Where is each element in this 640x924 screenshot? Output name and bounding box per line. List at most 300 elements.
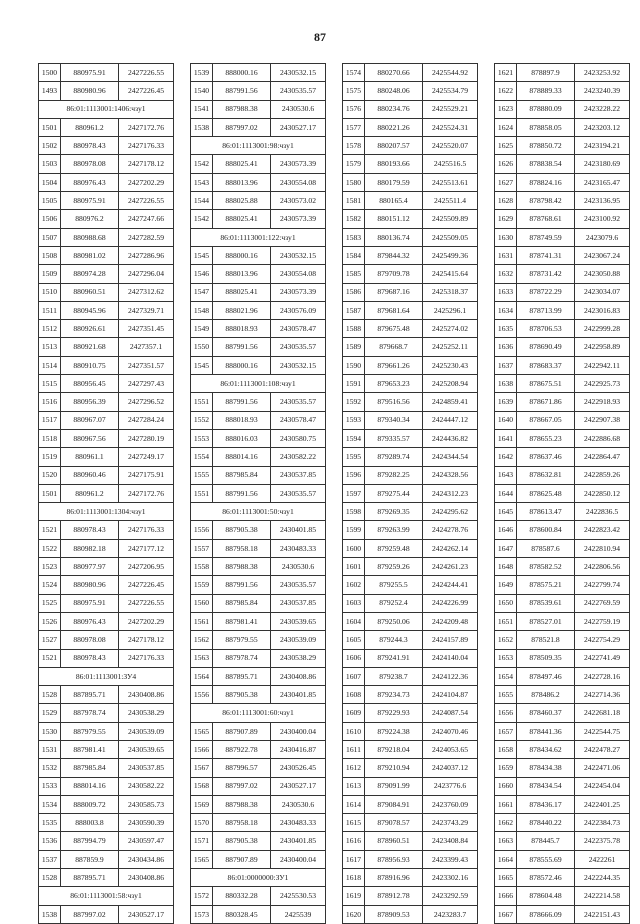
x-coordinate: 887905.38: [213, 686, 271, 704]
x-coordinate: 887979.55: [213, 631, 271, 649]
x-coordinate: 887922.78: [213, 740, 271, 758]
point-number: 1634: [495, 301, 517, 319]
table-row: [39, 740, 174, 758]
y-coordinate: 2427296.04: [119, 265, 174, 283]
x-coordinate: 887991.56: [213, 393, 271, 411]
y-coordinate: 2424436.82: [423, 429, 478, 447]
y-coordinate: 2422244.35: [575, 869, 630, 887]
x-coordinate: 879084.91: [365, 795, 423, 813]
y-coordinate: 2430597.47: [119, 832, 174, 850]
x-coordinate: 887988.38: [213, 100, 271, 118]
y-coordinate: 2430537.85: [271, 594, 326, 612]
y-coordinate: 2424278.76: [423, 521, 478, 539]
y-coordinate: 2430400.04: [271, 722, 326, 740]
point-number: 1536: [39, 832, 61, 850]
y-coordinate: 2430539.09: [119, 722, 174, 740]
x-coordinate: 887991.56: [213, 576, 271, 594]
point-number: 1591: [343, 375, 365, 393]
point-number: 1515: [39, 375, 61, 393]
table-row: [343, 887, 478, 905]
table-row: [39, 905, 174, 923]
coordinates-table-1: [38, 63, 174, 924]
x-coordinate: 887997.02: [213, 118, 271, 136]
parcel-header-row: [191, 704, 326, 722]
point-number: 1639: [495, 393, 517, 411]
x-coordinate: 880136.74: [365, 228, 423, 246]
y-coordinate: 2423165.47: [575, 173, 630, 191]
table-row: [343, 667, 478, 685]
point-number: 1580: [343, 173, 365, 191]
x-coordinate: 887988.38: [213, 795, 271, 813]
x-coordinate: 879289.74: [365, 448, 423, 466]
y-coordinate: 2430408.86: [271, 667, 326, 685]
table-row: [39, 686, 174, 704]
point-number: 1521: [39, 649, 61, 667]
y-coordinate: 2422958.89: [575, 338, 630, 356]
y-coordinate: 2425509.89: [423, 210, 478, 228]
point-number: 1583: [343, 228, 365, 246]
table-row: [495, 64, 630, 82]
parcel-cadastral-number: 86:01:1113001:108:чзу1: [191, 375, 326, 393]
table-row: [343, 466, 478, 484]
table-row: [191, 740, 326, 758]
x-coordinate: 888003.8: [61, 814, 119, 832]
y-coordinate: 2425230.43: [423, 356, 478, 374]
parcel-cadastral-number: 86:01:1113001:1406:чзу1: [39, 100, 174, 118]
table-row: [495, 265, 630, 283]
x-coordinate: 887988.38: [213, 558, 271, 576]
y-coordinate: 2424244.41: [423, 576, 478, 594]
parcel-header-row: [39, 887, 174, 905]
table-row: [343, 814, 478, 832]
table-row: [343, 539, 478, 557]
table-row: [495, 795, 630, 813]
point-number: 1625: [495, 137, 517, 155]
point-number: 1551: [191, 484, 213, 502]
table-row: [343, 576, 478, 594]
point-number: 1586: [343, 283, 365, 301]
x-coordinate: 878858.05: [517, 118, 575, 136]
x-coordinate: 878460.37: [517, 704, 575, 722]
table-row: [39, 576, 174, 594]
point-number: 1647: [495, 539, 517, 557]
parcel-cadastral-number: 86:01:1113001:58:чзу1: [39, 887, 174, 905]
y-coordinate: 2425524.31: [423, 118, 478, 136]
table-row: [343, 82, 478, 100]
table-row: [191, 155, 326, 173]
x-coordinate: 888025.41: [213, 283, 271, 301]
parcel-cadastral-number: 86:01:0000000:ЗУ1: [191, 869, 326, 887]
table-row: [343, 484, 478, 502]
table-row: [191, 301, 326, 319]
point-number: 1574: [343, 64, 365, 82]
x-coordinate: 878587.6: [517, 539, 575, 557]
point-number: 1565: [191, 722, 213, 740]
point-number: 1588: [343, 320, 365, 338]
point-number: 1663: [495, 832, 517, 850]
x-coordinate: 879259.48: [365, 539, 423, 557]
x-coordinate: 880978.08: [61, 631, 119, 649]
table-row: [39, 155, 174, 173]
x-coordinate: 887991.56: [213, 484, 271, 502]
x-coordinate: 880207.57: [365, 137, 423, 155]
x-coordinate: 880978.43: [61, 521, 119, 539]
point-number: 1645: [495, 503, 517, 521]
table-row: [343, 210, 478, 228]
point-number: 1637: [495, 356, 517, 374]
x-coordinate: 879238.7: [365, 667, 423, 685]
table-row: [191, 265, 326, 283]
point-number: 1551: [191, 393, 213, 411]
point-number: 1504: [39, 173, 61, 191]
point-number: 1609: [343, 704, 365, 722]
point-number: 1642: [495, 448, 517, 466]
x-coordinate: 888025.41: [213, 155, 271, 173]
x-coordinate: 880926.61: [61, 320, 119, 338]
x-coordinate: 880975.91: [61, 594, 119, 612]
point-number: 1593: [343, 411, 365, 429]
point-number: 1643: [495, 466, 517, 484]
point-number: 1621: [495, 64, 517, 82]
table-row: [495, 686, 630, 704]
point-number: 1646: [495, 521, 517, 539]
point-number: 1638: [495, 375, 517, 393]
point-number: 1567: [191, 759, 213, 777]
point-number: 1533: [39, 777, 61, 795]
y-coordinate: 2430530.6: [271, 795, 326, 813]
point-number: 1602: [343, 576, 365, 594]
x-coordinate: 878575.21: [517, 576, 575, 594]
point-number: 1565: [191, 850, 213, 868]
y-coordinate: 2427249.17: [119, 448, 174, 466]
point-number: 1531: [39, 740, 61, 758]
y-coordinate: 2430576.09: [271, 301, 326, 319]
table-row: [39, 283, 174, 301]
point-number: 1573: [191, 905, 213, 923]
x-coordinate: 887985.84: [61, 759, 119, 777]
y-coordinate: 2427172.76: [119, 118, 174, 136]
x-coordinate: 887978.74: [213, 649, 271, 667]
x-coordinate: 878539.61: [517, 594, 575, 612]
y-coordinate: 2430527.17: [119, 905, 174, 923]
table-row: [343, 649, 478, 667]
table-row: [495, 429, 630, 447]
point-number: 1576: [343, 100, 365, 118]
point-number: 1648: [495, 558, 517, 576]
x-coordinate: 888000.16: [213, 246, 271, 264]
point-number: 1624: [495, 118, 517, 136]
x-coordinate: 888021.96: [213, 301, 271, 319]
x-coordinate: 880967.07: [61, 411, 119, 429]
y-coordinate: 2423302.16: [423, 869, 478, 887]
table-row: [191, 887, 326, 905]
point-number: 1629: [495, 210, 517, 228]
table-row: [343, 777, 478, 795]
y-coordinate: 2427351.45: [119, 320, 174, 338]
table-row: [343, 118, 478, 136]
point-number: 1598: [343, 503, 365, 521]
table-row: [343, 356, 478, 374]
x-coordinate: 887895.71: [61, 869, 119, 887]
table-row: [343, 612, 478, 630]
y-coordinate: 2425539: [271, 905, 326, 923]
table-row: [191, 100, 326, 118]
point-number: 1548: [191, 301, 213, 319]
point-number: 1510: [39, 283, 61, 301]
y-coordinate: 2430401.85: [271, 832, 326, 850]
x-coordinate: 879259.26: [365, 558, 423, 576]
x-coordinate: 888000.16: [213, 356, 271, 374]
y-coordinate: 2422769.59: [575, 594, 630, 612]
table-row: [495, 466, 630, 484]
y-coordinate: 2422681.18: [575, 704, 630, 722]
table-row: [343, 393, 478, 411]
table-row: [39, 869, 174, 887]
table-row: [191, 118, 326, 136]
table-row: [495, 246, 630, 264]
table-row: [495, 869, 630, 887]
table-row: [343, 759, 478, 777]
point-number: 1556: [191, 521, 213, 539]
y-coordinate: 2430408.86: [119, 686, 174, 704]
table-row: [191, 466, 326, 484]
table-row: [495, 667, 630, 685]
x-coordinate: 880956.45: [61, 375, 119, 393]
point-number: 1549: [191, 320, 213, 338]
table-row: [495, 301, 630, 319]
point-number: 1559: [191, 576, 213, 594]
y-coordinate: 2423016.83: [575, 301, 630, 319]
x-coordinate: 880980.96: [61, 82, 119, 100]
y-coordinate: 2430537.85: [119, 759, 174, 777]
point-number: 1660: [495, 777, 517, 795]
x-coordinate: 879250.06: [365, 612, 423, 630]
x-coordinate: 879709.78: [365, 265, 423, 283]
parcel-header-row: [191, 869, 326, 887]
y-coordinate: 2422999.28: [575, 320, 630, 338]
x-coordinate: 888013.96: [213, 173, 271, 191]
x-coordinate: 879675.48: [365, 320, 423, 338]
y-coordinate: 2425415.64: [423, 265, 478, 283]
y-coordinate: 2430573.39: [271, 210, 326, 228]
point-number: 1561: [191, 612, 213, 630]
x-coordinate: 880978.08: [61, 155, 119, 173]
x-coordinate: 887978.74: [61, 704, 119, 722]
point-number: 1493: [39, 82, 61, 100]
table-row: [495, 484, 630, 502]
y-coordinate: 2430535.57: [271, 484, 326, 502]
point-number: 1523: [39, 558, 61, 576]
table-row: [39, 704, 174, 722]
y-coordinate: 2430535.57: [271, 82, 326, 100]
point-number: 1501: [39, 484, 61, 502]
table-row: [191, 594, 326, 612]
y-coordinate: 2427176.33: [119, 521, 174, 539]
table-row: [191, 759, 326, 777]
x-coordinate: 880165.4: [365, 192, 423, 210]
point-number: 1665: [495, 869, 517, 887]
y-coordinate: 2427176.33: [119, 137, 174, 155]
y-coordinate: 2422864.47: [575, 448, 630, 466]
y-coordinate: 2430483.33: [271, 814, 326, 832]
x-coordinate: 879252.4: [365, 594, 423, 612]
point-number: 1547: [191, 283, 213, 301]
point-number: 1659: [495, 759, 517, 777]
table-row: [39, 393, 174, 411]
x-coordinate: 880956.39: [61, 393, 119, 411]
table-row: [343, 155, 478, 173]
y-coordinate: 2430573.39: [271, 283, 326, 301]
point-number: 1530: [39, 722, 61, 740]
table-row: [343, 795, 478, 813]
x-coordinate: 880332.28: [213, 887, 271, 905]
table-row: [191, 210, 326, 228]
point-number: 1555: [191, 466, 213, 484]
table-row: [39, 448, 174, 466]
x-coordinate: 878440.22: [517, 814, 575, 832]
x-coordinate: 878666.09: [517, 905, 575, 923]
x-coordinate: 878632.81: [517, 466, 575, 484]
x-coordinate: 878604.48: [517, 887, 575, 905]
x-coordinate: 878960.51: [365, 832, 423, 850]
table-row: [39, 795, 174, 813]
x-coordinate: 878509.35: [517, 649, 575, 667]
y-coordinate: 2424262.14: [423, 539, 478, 557]
point-number: 1633: [495, 283, 517, 301]
x-coordinate: 879263.99: [365, 521, 423, 539]
table-row: [39, 228, 174, 246]
table-row: [495, 118, 630, 136]
table-row: [191, 649, 326, 667]
y-coordinate: 2430527.17: [271, 118, 326, 136]
x-coordinate: 878436.17: [517, 795, 575, 813]
point-number: 1517: [39, 411, 61, 429]
x-coordinate: 888013.96: [213, 265, 271, 283]
table-row: [495, 649, 630, 667]
y-coordinate: 2430554.08: [271, 265, 326, 283]
table-row: [191, 832, 326, 850]
table-row: [191, 576, 326, 594]
x-coordinate: 880193.66: [365, 155, 423, 173]
point-number: 1527: [39, 631, 61, 649]
x-coordinate: 879091.99: [365, 777, 423, 795]
point-number: 1522: [39, 539, 61, 557]
table-row: [343, 320, 478, 338]
y-coordinate: 2430539.09: [271, 631, 326, 649]
x-coordinate: 887958.18: [213, 814, 271, 832]
table-row: [191, 484, 326, 502]
x-coordinate: 878441.36: [517, 722, 575, 740]
point-number: 1550: [191, 338, 213, 356]
table-row: [343, 503, 478, 521]
point-number: 1651: [495, 612, 517, 630]
point-number: 1557: [191, 539, 213, 557]
y-coordinate: 2424312.23: [423, 484, 478, 502]
y-coordinate: 2423760.09: [423, 795, 478, 813]
x-coordinate: 887991.56: [213, 82, 271, 100]
x-coordinate: 878916.96: [365, 869, 423, 887]
x-coordinate: 878527.01: [517, 612, 575, 630]
table-row: [495, 155, 630, 173]
point-number: 1630: [495, 228, 517, 246]
point-number: 1560: [191, 594, 213, 612]
table-row: [495, 393, 630, 411]
y-coordinate: 2422799.74: [575, 576, 630, 594]
table-row: [343, 722, 478, 740]
point-number: 1628: [495, 192, 517, 210]
point-number: 1596: [343, 466, 365, 484]
y-coordinate: 2427202.29: [119, 173, 174, 191]
y-coordinate: 2422850.12: [575, 484, 630, 502]
y-coordinate: 2430580.75: [271, 429, 326, 447]
point-number: 1553: [191, 429, 213, 447]
table-row: [191, 173, 326, 191]
y-coordinate: 2427312.62: [119, 283, 174, 301]
y-coordinate: 2430539.65: [119, 740, 174, 758]
x-coordinate: 888014.16: [213, 448, 271, 466]
table-row: [39, 118, 174, 136]
y-coordinate: 2423034.07: [575, 283, 630, 301]
coordinates-table-4: [494, 63, 630, 924]
table-row: [191, 356, 326, 374]
y-coordinate: 2430408.86: [119, 869, 174, 887]
y-coordinate: 2427284.24: [119, 411, 174, 429]
point-number: 1537: [39, 850, 61, 868]
x-coordinate: 887994.79: [61, 832, 119, 850]
point-number: 1542: [191, 210, 213, 228]
y-coordinate: 2424104.87: [423, 686, 478, 704]
table-row: [39, 375, 174, 393]
y-coordinate: 2427176.33: [119, 649, 174, 667]
point-number: 1587: [343, 301, 365, 319]
table-row: [495, 850, 630, 868]
point-number: 1507: [39, 228, 61, 246]
point-number: 1595: [343, 448, 365, 466]
y-coordinate: 2422214.58: [575, 887, 630, 905]
y-coordinate: 2423067.24: [575, 246, 630, 264]
point-number: 1518: [39, 429, 61, 447]
table-row: [39, 64, 174, 82]
table-row: [191, 777, 326, 795]
y-coordinate: 2425274.02: [423, 320, 478, 338]
y-coordinate: 2425544.92: [423, 64, 478, 82]
y-coordinate: 2427226.45: [119, 82, 174, 100]
y-coordinate: 2430578.47: [271, 320, 326, 338]
y-coordinate: 2425318.37: [423, 283, 478, 301]
point-number: 1604: [343, 612, 365, 630]
table-row: [343, 173, 478, 191]
x-coordinate: 880328.45: [213, 905, 271, 923]
x-coordinate: 880961.2: [61, 118, 119, 136]
point-number: 1632: [495, 265, 517, 283]
table-row: [343, 64, 478, 82]
point-number: 1641: [495, 429, 517, 447]
point-number: 1616: [343, 832, 365, 850]
y-coordinate: 2427296.52: [119, 393, 174, 411]
x-coordinate: 878897.9: [517, 64, 575, 82]
table-row: [191, 631, 326, 649]
x-coordinate: 880960.46: [61, 466, 119, 484]
x-coordinate: 880974.28: [61, 265, 119, 283]
table-row: [39, 301, 174, 319]
point-number: 1540: [191, 82, 213, 100]
point-number: 1626: [495, 155, 517, 173]
x-coordinate: 887997.02: [213, 777, 271, 795]
x-coordinate: 878521.8: [517, 631, 575, 649]
point-number: 1541: [191, 100, 213, 118]
table-row: [191, 558, 326, 576]
table-row: [39, 558, 174, 576]
